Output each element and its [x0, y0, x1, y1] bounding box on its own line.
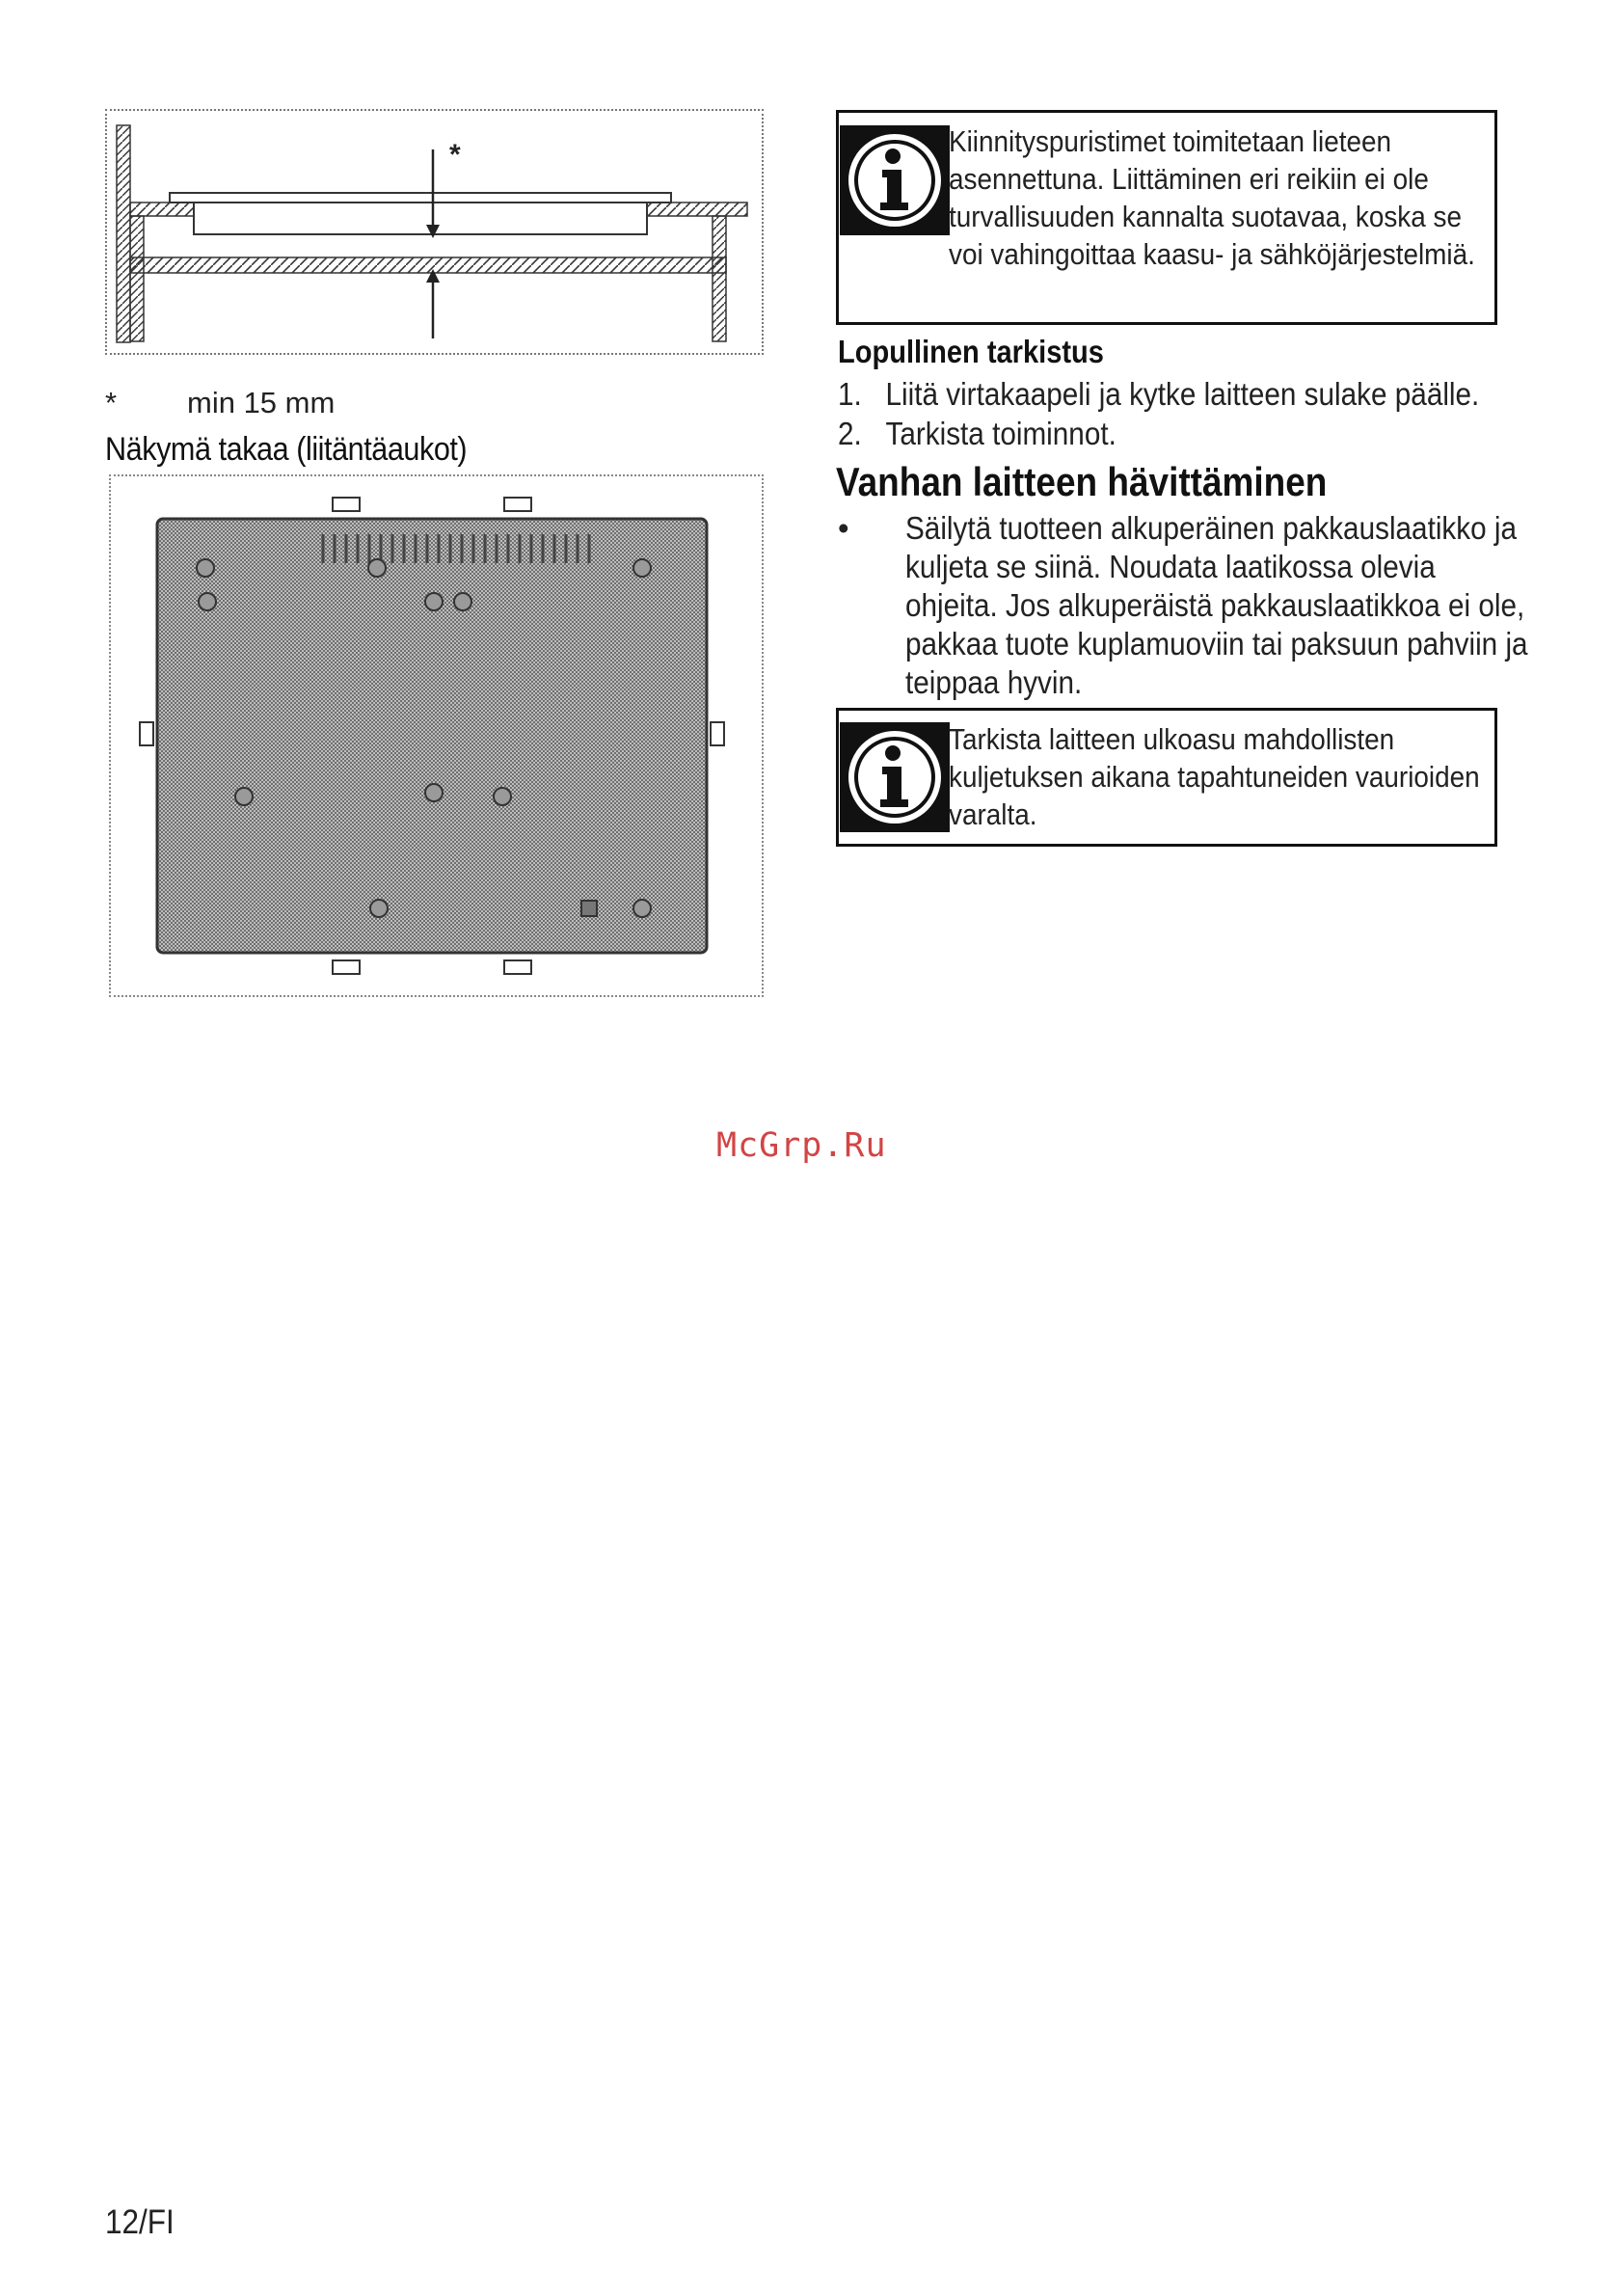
info-box-text: Tarkista laitteen ulkoasu mahdollisten kuljetuksen aikana tapahtuneiden vaurioiden varalta. — [949, 722, 1480, 831]
final-check-list — [838, 374, 1550, 453]
list-item-text: Liitä virtakaapeli ja kytke laitteen sulake päälle. — [885, 376, 1480, 412]
figure-asterisk: * — [449, 139, 461, 171]
list-item — [838, 414, 1479, 453]
info-box-text: Kiinnityspuristimet toimitetaan lieteen asennettuna. Liittäminen eri reikiin ei ole turvallisuuden kannalta suotavaa, koska se voi vahingoittaa kaasu- ja sähköjärjestelmiä. — [949, 124, 1475, 271]
rear-view-heading: Näkymä takaa (liitäntäaukot) — [105, 431, 468, 468]
list-item-number: 2. — [838, 416, 862, 451]
disposal-heading: Vanhan laitteen hävittäminen — [836, 459, 1328, 504]
watermark: McGrp.Ru — [716, 1126, 887, 1165]
rear-view-figure — [109, 474, 764, 997]
info-box-damage — [836, 708, 1497, 847]
final-check-heading: Lopullinen tarkistus — [838, 334, 1104, 369]
footnote-marker: * — [105, 386, 118, 419]
footnote-text: min 15 mm — [187, 386, 336, 419]
info-box-clamps — [836, 110, 1497, 325]
footnote — [105, 386, 335, 420]
info-icon — [840, 125, 950, 235]
bullet-symbol: • — [838, 510, 849, 546]
cross-section-drawing — [107, 111, 762, 353]
list-item-text: Tarkista toiminnot. — [885, 416, 1116, 451]
disposal-bullet-text: Säilytä tuotteen alkuperäinen pakkauslaatikko ja kuljeta se siinä. Noudata laatikossa olevia ohjeita. Jos alkuperäistä pakkauslaatikkoa ei ole, pakkaa tuote kuplamuoviin tai paksuun pahviin ja teippaa hyvin. — [905, 510, 1528, 700]
list-item — [838, 374, 1479, 414]
rear-view-drawing — [111, 476, 762, 995]
installation-cross-section-figure — [105, 109, 764, 355]
info-icon — [840, 722, 950, 832]
list-item-number: 1. — [838, 376, 862, 412]
page-number: 12/FI — [105, 2203, 175, 2241]
